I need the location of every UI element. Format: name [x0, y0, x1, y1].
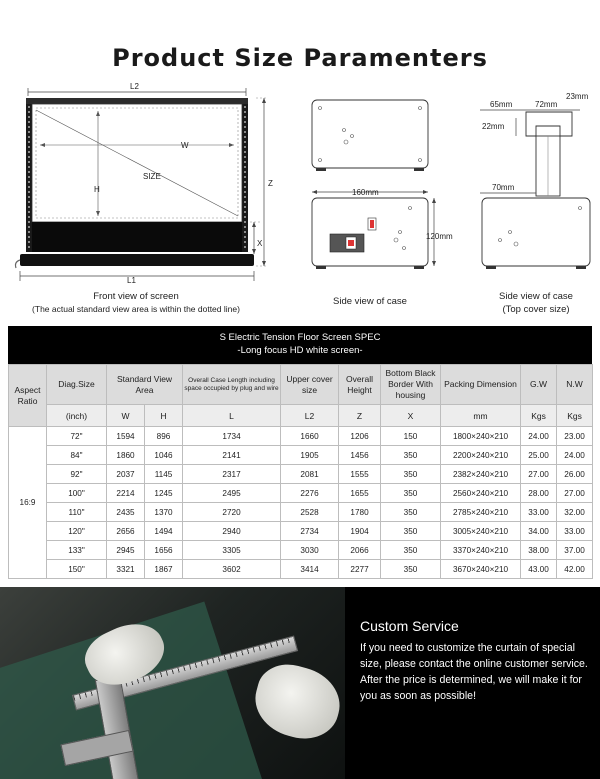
- header-diag: Diag.Size: [47, 365, 107, 405]
- table-cell: 1660: [281, 427, 339, 446]
- spec-header: [8, 326, 592, 364]
- table-cell: 1860: [107, 446, 145, 465]
- page-title: Product Size Paramenters: [112, 44, 488, 72]
- table-cell: 3321: [107, 560, 145, 579]
- label-w: W: [181, 141, 189, 150]
- table-cell: 3030: [281, 541, 339, 560]
- header-height: Overall Height: [339, 365, 381, 405]
- table-cell: 28.00: [521, 484, 557, 503]
- table-cell: 2720: [183, 503, 281, 522]
- side-view-top-cover-diagram: [480, 92, 590, 315]
- aspect-ratio-cell: 16:9: [9, 427, 47, 579]
- table-cell: 2495: [183, 484, 281, 503]
- table-cell: 26.00: [557, 465, 593, 484]
- table-cell: 38.00: [521, 541, 557, 560]
- table-cell: 42.00: [557, 560, 593, 579]
- table-cell: 33.00: [521, 503, 557, 522]
- header-gw: G.W: [521, 365, 557, 405]
- table-cell: 133": [47, 541, 107, 560]
- table-cell: 2528: [281, 503, 339, 522]
- table-cell: 2560×240×210: [441, 484, 521, 503]
- spec-table-section: [8, 326, 592, 579]
- table-row: [9, 522, 593, 541]
- table-cell: 1245: [145, 484, 183, 503]
- table-cell: 1867: [145, 560, 183, 579]
- table-cell: 2382×240×210: [441, 465, 521, 484]
- table-cell: 3414: [281, 560, 339, 579]
- unit-cell: Kgs: [521, 405, 557, 427]
- table-row: [9, 427, 593, 446]
- table-cell: 2785×240×210: [441, 503, 521, 522]
- side-dim-width: 160mm: [352, 188, 379, 197]
- spec-subtitle: -Long focus HD white screen-: [237, 345, 363, 356]
- table-cell: 1206: [339, 427, 381, 446]
- table-cell: 92": [47, 465, 107, 484]
- table-cell: 1456: [339, 446, 381, 465]
- size-diagrams: [0, 82, 600, 322]
- table-cell: 896: [145, 427, 183, 446]
- top-dim-e: 70mm: [492, 183, 515, 192]
- table-cell: 27.00: [521, 465, 557, 484]
- table-cell: 33.00: [557, 522, 593, 541]
- table-cell: 25.00: [521, 446, 557, 465]
- table-cell: 37.00: [557, 541, 593, 560]
- table-cell: 350: [381, 541, 441, 560]
- table-cell: 2317: [183, 465, 281, 484]
- black-border: [32, 222, 242, 252]
- table-row: [9, 465, 593, 484]
- table-cell: 27.00: [557, 484, 593, 503]
- table-cell: 3670×240×210: [441, 560, 521, 579]
- screen-housing: [20, 254, 254, 266]
- custom-service-title: Custom Service: [360, 618, 459, 634]
- side-view-caption: Side view of case: [333, 296, 407, 307]
- table-cell: 2276: [281, 484, 339, 503]
- table-cell: 100": [47, 484, 107, 503]
- top-dim-d: 22mm: [482, 122, 505, 131]
- table-cell: 1734: [183, 427, 281, 446]
- label-h: H: [94, 185, 100, 194]
- table-cell: 1145: [145, 465, 183, 484]
- case-side-view: [482, 198, 590, 266]
- case-front-view: [312, 198, 428, 266]
- top-dim-b: 72mm: [535, 100, 558, 109]
- unit-cell: (inch): [47, 405, 107, 427]
- table-cell: 2200×240×210: [441, 446, 521, 465]
- table-header-row: [9, 365, 593, 405]
- table-cell: 34.00: [521, 522, 557, 541]
- header-case: Overall Case Length including space occupied by plug and wire: [183, 365, 281, 405]
- side-dim-height: 120mm: [426, 232, 453, 241]
- front-view-subcaption: (The actual standard view area is within the dotted line): [32, 304, 240, 314]
- table-cell: 1656: [145, 541, 183, 560]
- table-cell: 350: [381, 484, 441, 503]
- table-cell: 150": [47, 560, 107, 579]
- header-nw: N.W: [557, 365, 593, 405]
- front-view-diagram: [16, 82, 274, 314]
- header-aspect: Aspect Ratio: [9, 365, 47, 427]
- table-cell: 24.00: [521, 427, 557, 446]
- top-cover-profile: [526, 112, 572, 136]
- table-units-row: [9, 405, 593, 427]
- table-cell: 32.00: [557, 503, 593, 522]
- label-z: Z: [268, 179, 273, 188]
- table-cell: 2037: [107, 465, 145, 484]
- table-cell: 2656: [107, 522, 145, 541]
- front-view-caption: Front view of screen: [93, 291, 179, 302]
- top-view-caption: Side view of case: [499, 291, 573, 302]
- table-cell: 110": [47, 503, 107, 522]
- table-cell: 1046: [145, 446, 183, 465]
- table-cell: 1655: [339, 484, 381, 503]
- custom-service-text: If you need to customize the curtain of special size, please contact the online customer service. After the price is determined, we will make it for you as soon as possible!: [360, 642, 588, 702]
- table-cell: 150: [381, 427, 441, 446]
- table-cell: 1555: [339, 465, 381, 484]
- unit-cell: H: [145, 405, 183, 427]
- label-x: X: [257, 239, 263, 248]
- table-cell: 3602: [183, 560, 281, 579]
- table-row: [9, 560, 593, 579]
- table-cell: 350: [381, 560, 441, 579]
- unit-cell: L2: [281, 405, 339, 427]
- unit-cell: mm: [441, 405, 521, 427]
- table-cell: 23.00: [557, 427, 593, 446]
- table-cell: 84": [47, 446, 107, 465]
- header-upper: Upper cover size: [281, 365, 339, 405]
- table-cell: 24.00: [557, 446, 593, 465]
- side-view-diagram: [312, 100, 453, 307]
- table-cell: 2435: [107, 503, 145, 522]
- label-l2: L2: [130, 82, 139, 91]
- top-dim-a: 65mm: [490, 100, 513, 109]
- table-body: [9, 427, 593, 579]
- unit-cell: Z: [339, 405, 381, 427]
- unit-cell: L: [183, 405, 281, 427]
- table-cell: 2066: [339, 541, 381, 560]
- table-cell: 350: [381, 446, 441, 465]
- table-cell: 1800×240×210: [441, 427, 521, 446]
- spec-title: S Electric Tension Floor Screen SPEC: [219, 332, 381, 343]
- table-cell: 2141: [183, 446, 281, 465]
- table-cell: 3005×240×210: [441, 522, 521, 541]
- table-cell: 2277: [339, 560, 381, 579]
- table-cell: 1494: [145, 522, 183, 541]
- table-cell: 1905: [281, 446, 339, 465]
- table-cell: 2734: [281, 522, 339, 541]
- header-packing: Packing Dimension: [441, 365, 521, 405]
- power-cord: [16, 260, 21, 268]
- table-cell: 350: [381, 522, 441, 541]
- top-dim-c: 23mm: [566, 92, 589, 101]
- table-row: [9, 541, 593, 560]
- table-cell: 43.00: [521, 560, 557, 579]
- unit-cell: Kgs: [557, 405, 593, 427]
- table-cell: 1904: [339, 522, 381, 541]
- table-cell: 1780: [339, 503, 381, 522]
- top-view-subcaption: (Top cover size): [502, 304, 570, 315]
- table-row: [9, 503, 593, 522]
- gloved-hand-right: [247, 657, 345, 747]
- table-cell: 1370: [145, 503, 183, 522]
- header-border: Bottom Black Border With housing: [381, 365, 441, 405]
- header-view: Standard View Area: [107, 365, 183, 405]
- unit-cell: X: [381, 405, 441, 427]
- label-l1: L1: [127, 276, 136, 285]
- table-cell: 72": [47, 427, 107, 446]
- table-cell: 3370×240×210: [441, 541, 521, 560]
- table-cell: 2945: [107, 541, 145, 560]
- table-row: [9, 484, 593, 503]
- table-cell: 2940: [183, 522, 281, 541]
- table-cell: 1594: [107, 427, 145, 446]
- measuring-photo: [0, 587, 345, 779]
- case-top-view: [312, 100, 428, 168]
- unit-cell: W: [107, 405, 145, 427]
- table-cell: 2214: [107, 484, 145, 503]
- dimension-drawings: [0, 82, 600, 322]
- table-cell: 350: [381, 465, 441, 484]
- table-cell: 2081: [281, 465, 339, 484]
- screen-top-bar: [26, 98, 248, 104]
- table-cell: 120": [47, 522, 107, 541]
- table-cell: 3305: [183, 541, 281, 560]
- label-size: SIZE: [143, 172, 161, 181]
- spec-table: [8, 364, 593, 579]
- table-cell: 350: [381, 503, 441, 522]
- table-row: [9, 446, 593, 465]
